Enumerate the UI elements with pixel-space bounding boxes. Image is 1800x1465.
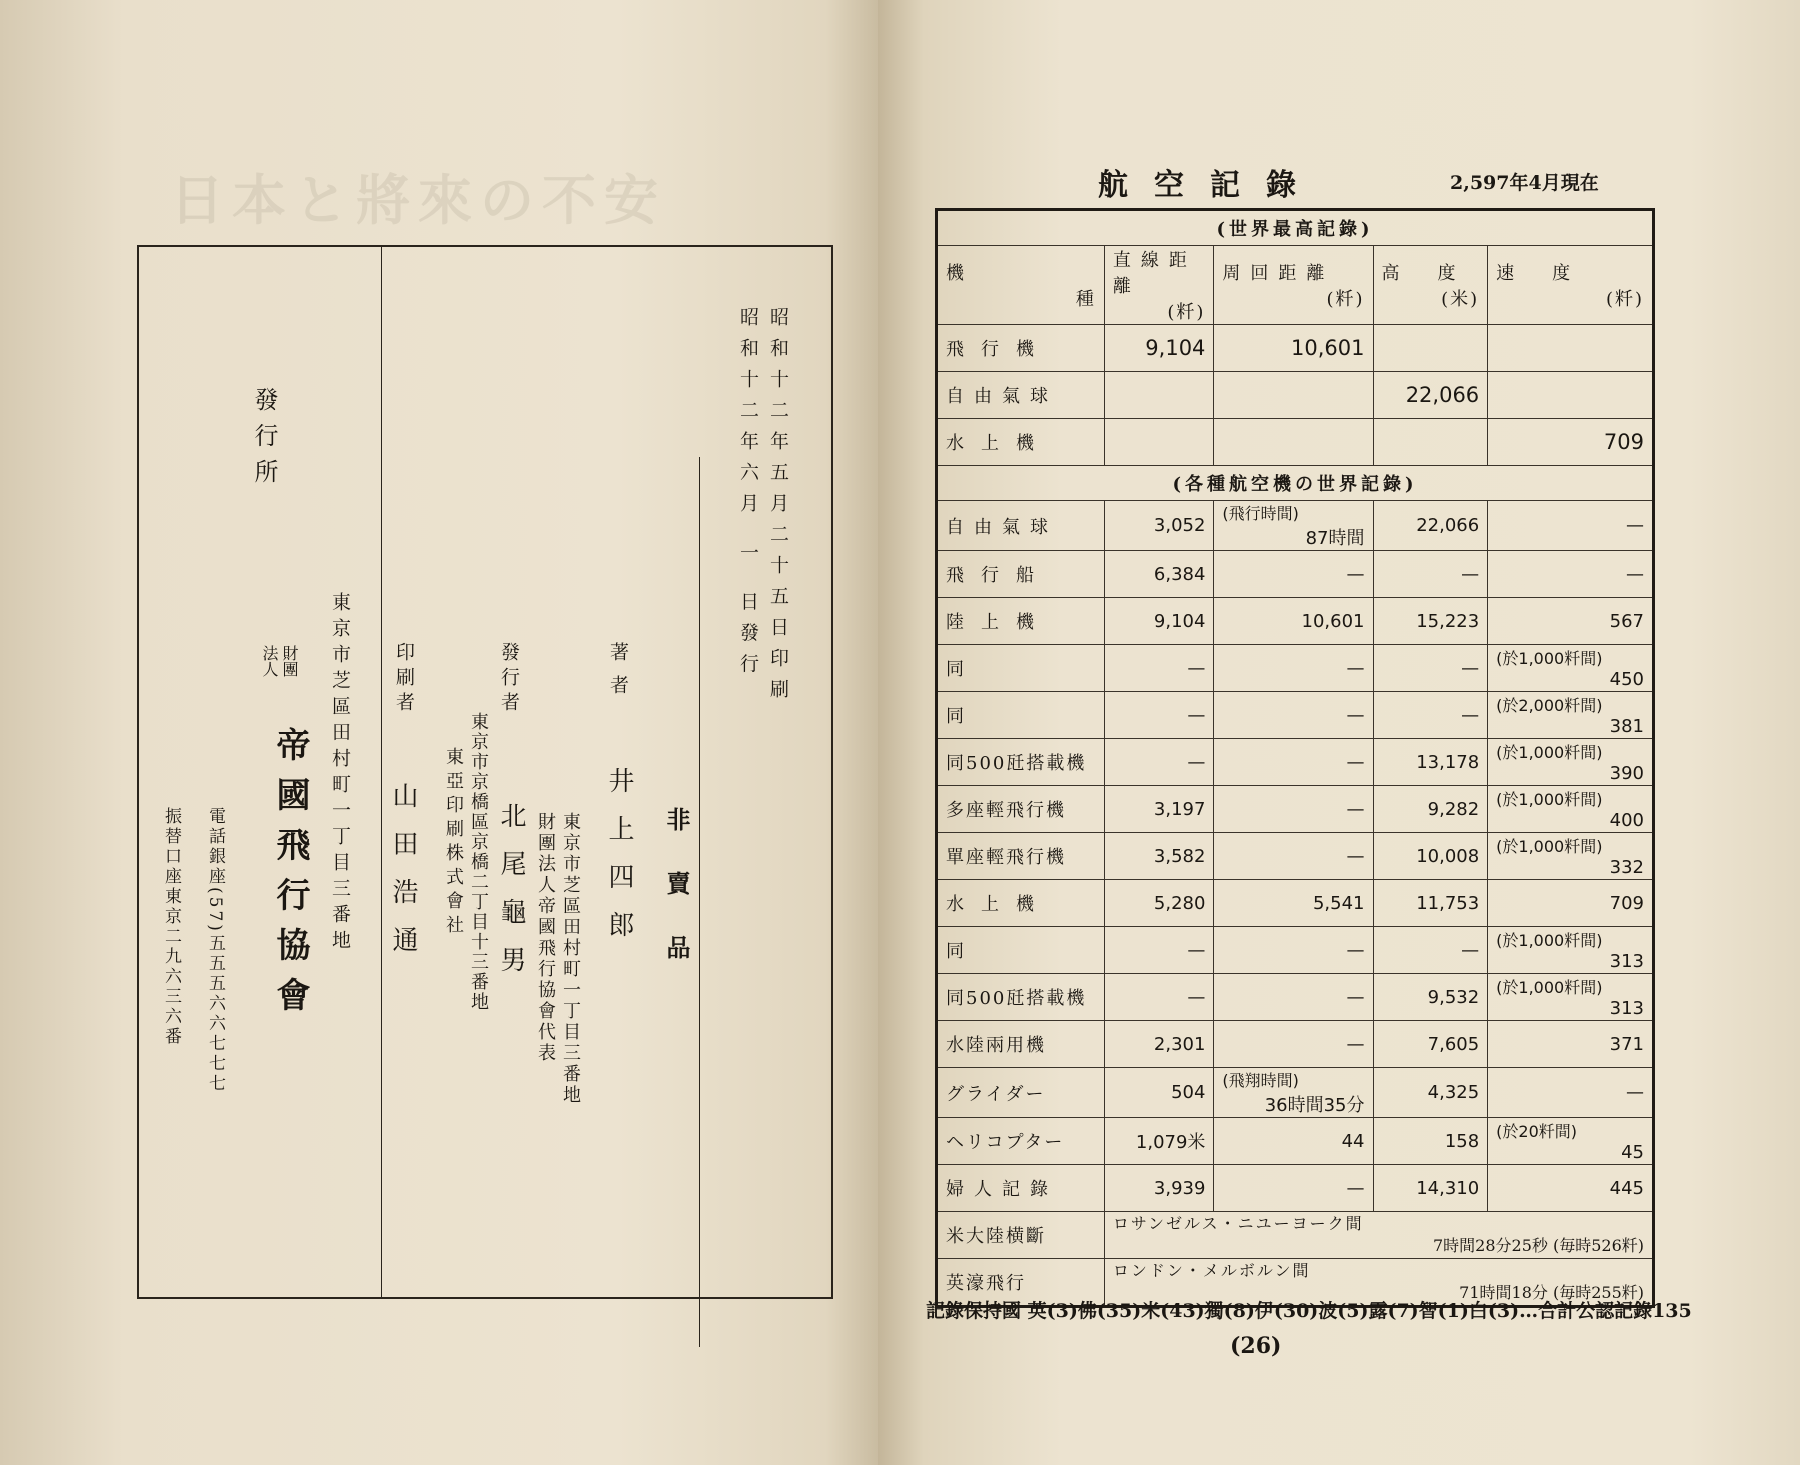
aircraft-type-cell: 同500瓩搭載機	[937, 739, 1105, 786]
altitude-cell: 22,066	[1373, 501, 1488, 551]
speed-note: (於1,000粁間)	[1496, 978, 1603, 997]
table-row	[937, 501, 1654, 551]
speed-value: 381	[1609, 716, 1644, 737]
route-name: ロンドン・メルボルン間	[1112, 1261, 1311, 1280]
print-date: 昭和十二年五月二十五日印刷	[767, 307, 789, 710]
record-holding-countries: 記錄保持國 英(3)佛(35)米(43)獨(8)伊(30)波(5)露(7)智(1)白(3)…合計公認記錄135	[926, 1300, 1692, 1322]
circuit-value: 5,541	[1312, 892, 1365, 914]
publisher-phone: 電話銀座(57)五五五六六七七七	[205, 807, 225, 1094]
table-row	[937, 692, 1654, 739]
header-cell	[1104, 246, 1214, 325]
altitude-cell: 9,282	[1373, 786, 1488, 833]
altitude-cell	[1373, 325, 1488, 372]
straight-distance-cell: —	[1104, 739, 1214, 786]
header-top: 速 度	[1496, 263, 1581, 284]
speed-value: 332	[1609, 857, 1644, 878]
aircraft-type-cell: 水上機	[937, 880, 1105, 927]
straight-distance-cell: 1,079米	[1104, 1118, 1214, 1165]
publisher-name: 帝國飛行協會	[270, 727, 310, 1027]
route-time: 7時間28分25秒 (毎時526粁)	[1432, 1236, 1644, 1255]
speed-note: (於1,000粁間)	[1496, 931, 1603, 950]
header-top: 高 度	[1381, 263, 1466, 284]
header-cell	[1488, 246, 1654, 325]
circuit-value: —	[1346, 657, 1365, 679]
as-of-date: 2,597年4月現在	[1450, 172, 1599, 194]
printer-role: 印刷者	[393, 642, 415, 717]
circuit-distance-cell	[1214, 833, 1373, 880]
straight-distance-cell: 504	[1104, 1068, 1214, 1118]
circuit-value: —	[1346, 798, 1365, 820]
straight-distance-cell	[1104, 372, 1214, 419]
altitude-cell: 11,753	[1373, 880, 1488, 927]
table-row	[937, 927, 1654, 974]
speed-value: —	[1626, 1082, 1644, 1103]
header-bottom: 種	[1075, 289, 1096, 310]
altitude-cell: 22,066	[1373, 372, 1488, 419]
header-top: 機	[946, 263, 974, 284]
straight-distance-cell: —	[1104, 692, 1214, 739]
aircraft-type-cell: 婦人記錄	[937, 1165, 1105, 1212]
author-role: 著者	[607, 642, 629, 708]
printer-name: 山田浩通	[388, 782, 418, 974]
circuit-distance-cell	[1214, 1118, 1373, 1165]
speed-value: 371	[1609, 1033, 1644, 1055]
section-world-records-label: (世界最高記錄)	[937, 210, 1654, 246]
speed-cell	[1488, 786, 1654, 833]
altitude-cell: —	[1373, 551, 1488, 598]
left-page	[0, 0, 878, 1465]
speed-note: (於20粁間)	[1496, 1122, 1578, 1141]
straight-distance-cell: —	[1104, 974, 1214, 1021]
publisher-corp-kind-1: 財團	[280, 645, 299, 677]
publisher-address: 東京市芝區田村町一丁目三番地	[329, 592, 351, 956]
circuit-note: (飛翔時間)	[1222, 1071, 1299, 1090]
speed-value: —	[1626, 563, 1644, 585]
aircraft-type-cell: 多座輕飛行機	[937, 786, 1105, 833]
route-cell	[1104, 1212, 1653, 1259]
circuit-distance-cell	[1214, 927, 1373, 974]
table-row	[937, 598, 1654, 645]
header-bottom: (粁)	[1167, 302, 1206, 323]
aircraft-type-cell: ヘリコプター	[937, 1118, 1105, 1165]
header-top: 周回距離	[1222, 263, 1335, 284]
straight-distance-cell: 2,301	[1104, 1021, 1214, 1068]
altitude-cell: 10,008	[1373, 833, 1488, 880]
altitude-cell: 4,325	[1373, 1068, 1488, 1118]
aircraft-type-cell: 同	[937, 692, 1105, 739]
header-bottom: (粁)	[1605, 289, 1644, 310]
table-row	[937, 645, 1654, 692]
publisher-corp-kind-2: 法人	[260, 645, 279, 677]
aviation-records-table	[935, 208, 1655, 1308]
aircraft-type-cell: 自由氣球	[937, 372, 1105, 419]
circuit-value: 36時間35分	[1264, 1095, 1365, 1116]
speed-note: (於1,000粁間)	[1496, 790, 1603, 809]
printer-address: 東京市京橋區京橋二丁目十三番地	[468, 712, 489, 1012]
page-title: 航空記錄	[1098, 168, 1322, 203]
table-row	[937, 1021, 1654, 1068]
speed-cell	[1488, 927, 1654, 974]
header-bottom: (米)	[1441, 289, 1480, 310]
table-row	[937, 880, 1654, 927]
speed-value: 567	[1609, 610, 1644, 632]
circuit-distance-cell	[1214, 419, 1373, 466]
publisher-transfer-account: 振替口座東京二九六三六番	[161, 807, 181, 1047]
colophon-frame	[137, 245, 833, 1299]
table-row	[937, 1118, 1654, 1165]
table-row	[937, 551, 1654, 598]
header-cell	[1214, 246, 1373, 325]
header-row	[937, 246, 1654, 325]
circuit-distance-cell	[1214, 739, 1373, 786]
altitude-cell: —	[1373, 692, 1488, 739]
right-page	[878, 0, 1800, 1465]
table-row	[937, 786, 1654, 833]
speed-cell	[1488, 739, 1654, 786]
straight-distance-cell: 3,052	[1104, 501, 1214, 551]
altitude-cell: 15,223	[1373, 598, 1488, 645]
circuit-value: —	[1346, 986, 1365, 1008]
circuit-value: —	[1346, 751, 1365, 773]
straight-distance-cell: 3,197	[1104, 786, 1214, 833]
page-number: (26)	[1230, 1333, 1282, 1359]
table-row	[937, 1068, 1654, 1118]
straight-distance-cell: 5,280	[1104, 880, 1214, 927]
circuit-value: —	[1346, 1033, 1365, 1055]
printer-company: 東亞印刷株式會社	[443, 747, 464, 939]
aircraft-type-cell: 自由氣球	[937, 501, 1105, 551]
straight-distance-cell: 3,582	[1104, 833, 1214, 880]
circuit-note: (飛行時間)	[1222, 504, 1299, 523]
straight-distance-cell: 9,104	[1104, 325, 1214, 372]
circuit-distance-cell	[1214, 692, 1373, 739]
table-row	[937, 372, 1654, 419]
speed-cell	[1488, 325, 1654, 372]
speed-cell	[1488, 551, 1654, 598]
circuit-distance-cell	[1214, 598, 1373, 645]
header-cell	[1373, 246, 1488, 325]
speed-cell	[1488, 1118, 1654, 1165]
circuit-value: —	[1346, 563, 1365, 585]
aircraft-type-cell: 水陸兩用機	[937, 1021, 1105, 1068]
circuit-distance-cell	[1214, 1165, 1373, 1212]
circuit-distance-cell	[1214, 880, 1373, 927]
straight-distance-cell: —	[1104, 645, 1214, 692]
circuit-distance-cell	[1214, 1068, 1373, 1118]
issuer-role: 發行者	[498, 642, 520, 717]
straight-distance-cell: 6,384	[1104, 551, 1214, 598]
altitude-cell: 9,532	[1373, 974, 1488, 1021]
altitude-cell: —	[1373, 927, 1488, 974]
section-class-records	[937, 466, 1654, 501]
header-bottom: (粁)	[1326, 289, 1365, 310]
table-row	[937, 1165, 1654, 1212]
circuit-distance-cell: 10,601	[1214, 325, 1373, 372]
altitude-cell: 14,310	[1373, 1165, 1488, 1212]
circuit-value: —	[1346, 845, 1365, 867]
speed-cell: 709	[1488, 419, 1654, 466]
speed-cell	[1488, 692, 1654, 739]
circuit-value: 44	[1341, 1130, 1365, 1152]
circuit-value: —	[1346, 939, 1365, 961]
speed-value: 45	[1621, 1142, 1644, 1163]
circuit-value: —	[1346, 1177, 1365, 1199]
aircraft-type-cell: 飛行船	[937, 551, 1105, 598]
speed-note: (於1,000粁間)	[1496, 743, 1603, 762]
issuer-name: 北尾龜男	[496, 802, 526, 994]
straight-distance-cell: 9,104	[1104, 598, 1214, 645]
table-row	[937, 739, 1654, 786]
author-affiliation: 財團法人帝國飛行協會代表	[535, 812, 556, 1064]
table-row	[937, 419, 1654, 466]
author-address: 東京市芝區田村町一丁目三番地	[560, 812, 581, 1106]
speed-note: (於2,000粁間)	[1496, 696, 1603, 715]
speed-cell	[1488, 1165, 1654, 1212]
circuit-distance-cell	[1214, 501, 1373, 551]
aircraft-type-cell: 陸上機	[937, 598, 1105, 645]
speed-value: —	[1626, 515, 1644, 536]
route-time: 71時間18分 (毎時255粁)	[1459, 1283, 1644, 1302]
circuit-distance-cell	[1214, 786, 1373, 833]
altitude-cell	[1373, 419, 1488, 466]
aircraft-type-cell: 單座輕飛行機	[937, 833, 1105, 880]
header-top: 直線距離	[1112, 250, 1197, 297]
header-cell	[937, 246, 1105, 325]
circuit-value: 87時間	[1305, 528, 1365, 549]
dates-bracket	[699, 457, 710, 1347]
aircraft-type-cell: 同500瓩搭載機	[937, 974, 1105, 1021]
speed-cell	[1488, 645, 1654, 692]
altitude-cell: —	[1373, 645, 1488, 692]
aircraft-type-cell: 飛行機	[937, 325, 1105, 372]
circuit-value: 10,601	[1301, 610, 1365, 632]
route-name: ロサンゼルス・ニユーヨーク間	[1112, 1214, 1364, 1233]
speed-cell	[1488, 833, 1654, 880]
ghost-heading: 日本と將來の不安	[170, 168, 666, 232]
circuit-value: —	[1346, 704, 1365, 726]
straight-distance-cell: —	[1104, 927, 1214, 974]
speed-cell	[1488, 974, 1654, 1021]
aircraft-type-cell: 同	[937, 927, 1105, 974]
route-type-cell: 英濠飛行	[937, 1259, 1105, 1307]
speed-value: 313	[1609, 951, 1644, 972]
colophon-divider	[381, 247, 382, 1297]
altitude-cell: 158	[1373, 1118, 1488, 1165]
not-for-sale-label: 非賣品	[662, 807, 691, 999]
speed-cell	[1488, 880, 1654, 927]
aircraft-type-cell: グライダー	[937, 1068, 1105, 1118]
table-row	[937, 833, 1654, 880]
circuit-distance-cell	[1214, 372, 1373, 419]
publisher-label: 發行所	[250, 387, 278, 495]
speed-cell	[1488, 501, 1654, 551]
table-row	[937, 974, 1654, 1021]
circuit-distance-cell	[1214, 974, 1373, 1021]
author-name: 井上四郎	[604, 767, 634, 959]
table-row	[937, 325, 1654, 372]
speed-note: (於1,000粁間)	[1496, 649, 1603, 668]
speed-value: 313	[1609, 998, 1644, 1019]
route-row	[937, 1212, 1654, 1259]
circuit-distance-cell	[1214, 645, 1373, 692]
straight-distance-cell: 3,939	[1104, 1165, 1214, 1212]
altitude-cell: 13,178	[1373, 739, 1488, 786]
section-class-records-label: (各種航空機の世界記錄)	[937, 466, 1654, 501]
speed-value: 450	[1609, 669, 1644, 690]
aircraft-type-cell: 水上機	[937, 419, 1105, 466]
circuit-distance-cell	[1214, 551, 1373, 598]
speed-cell	[1488, 1021, 1654, 1068]
issue-date: 昭和十二年六月 一 日發行	[737, 307, 759, 685]
speed-value: 390	[1609, 763, 1644, 784]
speed-value: 445	[1609, 1177, 1644, 1199]
speed-cell	[1488, 372, 1654, 419]
aircraft-type-cell: 同	[937, 645, 1105, 692]
circuit-distance-cell	[1214, 1021, 1373, 1068]
speed-value: 400	[1609, 810, 1644, 831]
speed-note: (於1,000粁間)	[1496, 837, 1603, 856]
speed-value: 709	[1609, 892, 1644, 914]
altitude-cell: 7,605	[1373, 1021, 1488, 1068]
speed-cell	[1488, 598, 1654, 645]
section-world-records	[937, 210, 1654, 246]
speed-cell	[1488, 1068, 1654, 1118]
straight-distance-cell	[1104, 419, 1214, 466]
route-type-cell: 米大陸横斷	[937, 1212, 1105, 1259]
